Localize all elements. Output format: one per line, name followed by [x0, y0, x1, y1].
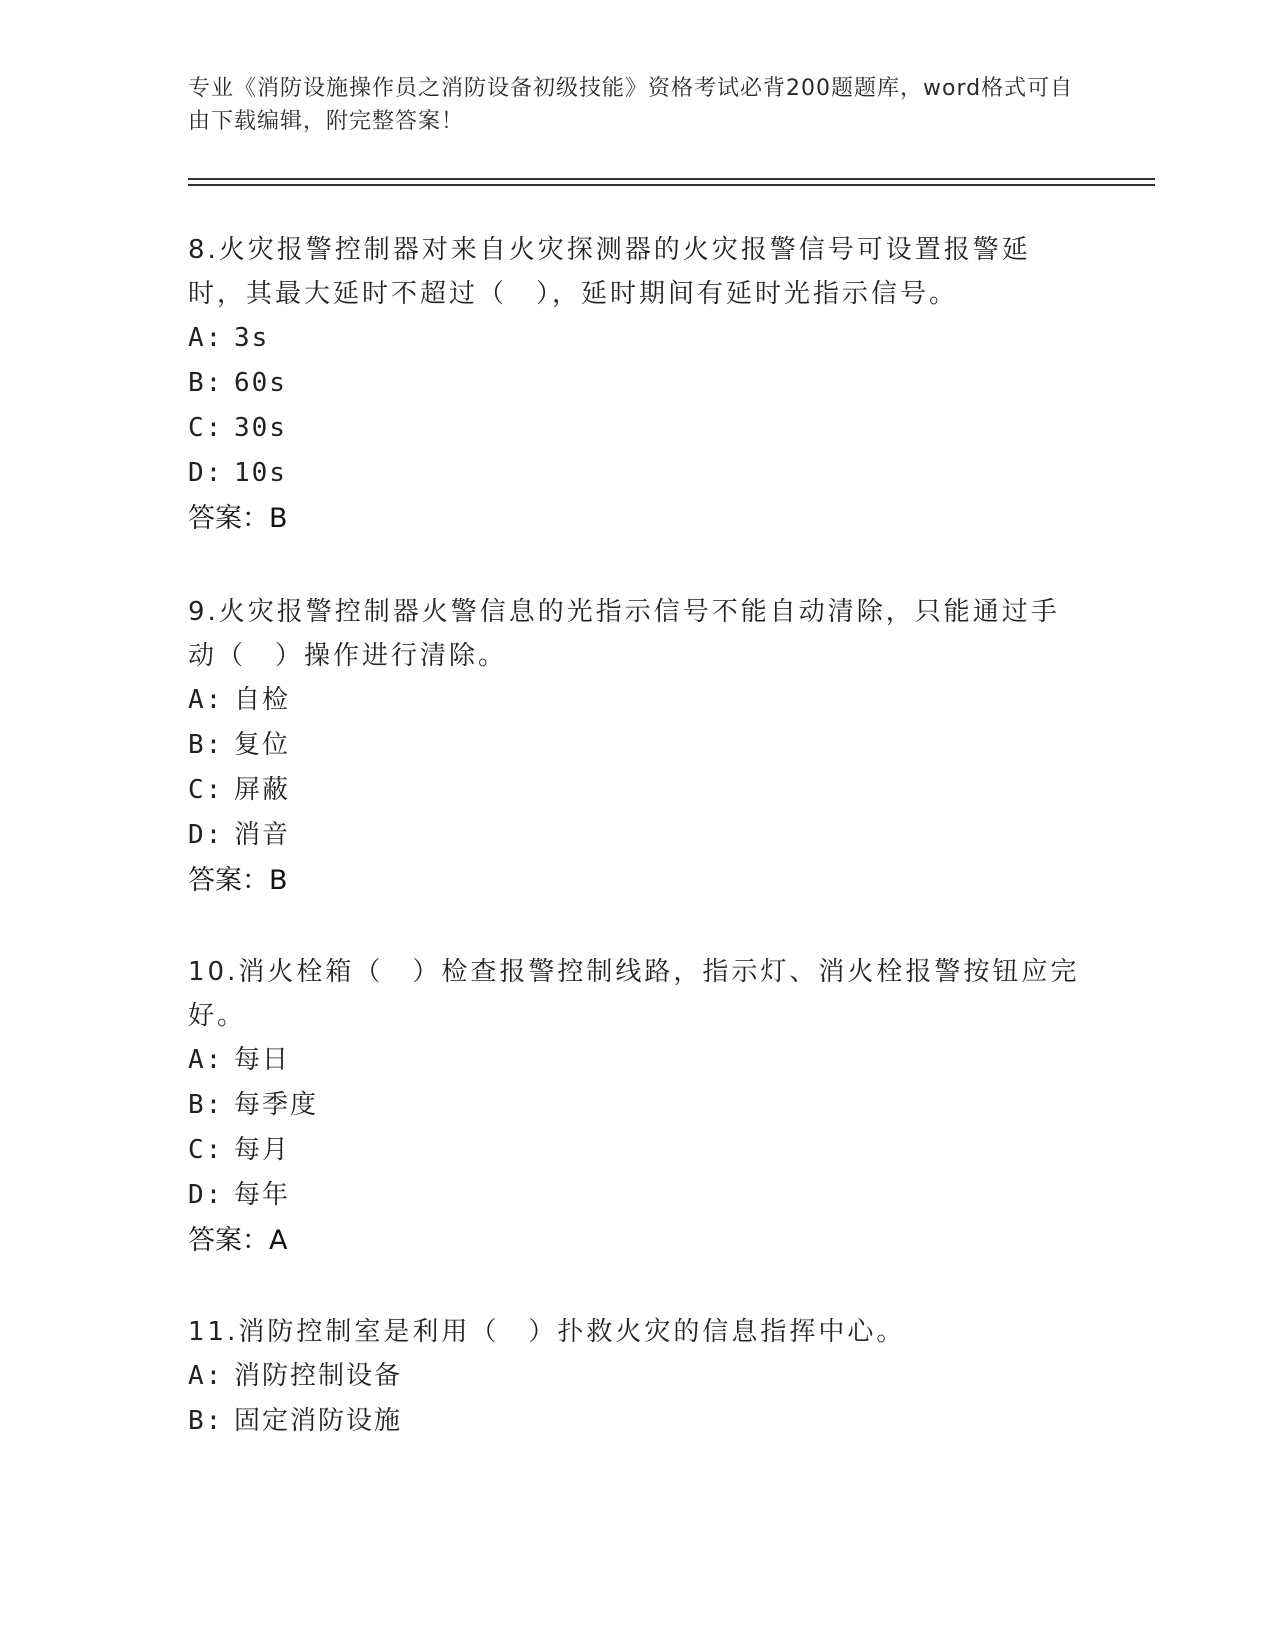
option-letter: B:	[188, 1406, 224, 1436]
option-text: 消音	[234, 820, 291, 850]
option-letter: D:	[188, 458, 224, 488]
option-text: 每年	[234, 1180, 291, 1210]
option-letter: A:	[188, 1361, 224, 1391]
answer-label: 答案：B	[188, 503, 288, 534]
question-stem: 9.火灾报警控制器火警信息的光指示信号不能自动清除，只能通过手动（ ）操作进行清除。	[188, 597, 1060, 671]
option-letter: B:	[188, 368, 224, 398]
option-text: 自检	[234, 685, 291, 715]
option-a	[188, 678, 1088, 723]
option-b	[188, 1399, 1088, 1444]
option-text: 复位	[234, 730, 291, 760]
option-text: 每季度	[234, 1090, 319, 1120]
document-header: 专业《消防设施操作员之消防设备初级技能》资格考试必背200题题库，word格式可自由下载编辑，附完整答案！	[188, 76, 1074, 134]
option-text: 3s	[234, 323, 270, 353]
answer-label: 答案：B	[188, 865, 288, 896]
option-a	[188, 316, 1088, 361]
option-letter: A:	[188, 1045, 224, 1075]
option-letter: D:	[188, 820, 224, 850]
question-stem: 10.消火栓箱（ ）检查报警控制线路，指示灯、消火栓报警按钮应完好。	[188, 957, 1080, 1031]
option-text: 固定消防设施	[234, 1406, 403, 1436]
option-text: 60s	[234, 368, 287, 398]
option-text: 消防控制设备	[234, 1361, 403, 1391]
option-letter: C:	[188, 413, 224, 443]
option-text: 每月	[234, 1135, 291, 1165]
option-a	[188, 1038, 1088, 1083]
option-letter: C:	[188, 1135, 224, 1165]
option-d	[188, 1173, 1088, 1218]
option-d	[188, 451, 1088, 496]
option-c	[188, 406, 1088, 451]
question-11	[188, 1310, 1088, 1444]
option-text: 屏蔽	[234, 775, 291, 805]
option-letter: A:	[188, 323, 224, 353]
option-b	[188, 1083, 1088, 1128]
option-letter: B:	[188, 730, 224, 760]
option-text: 每日	[234, 1045, 291, 1075]
answer-label: 答案：A	[188, 1225, 288, 1256]
option-c	[188, 768, 1088, 813]
question-stem: 11.消防控制室是利用（ ）扑救火灾的信息指挥中心。	[188, 1317, 906, 1347]
option-text: 10s	[234, 458, 287, 488]
option-c	[188, 1128, 1088, 1173]
header-divider-bottom	[188, 184, 1155, 186]
header-divider-top	[188, 178, 1155, 180]
option-letter: B:	[188, 1090, 224, 1120]
option-letter: A:	[188, 685, 224, 715]
question-stem: 8.火灾报警控制器对来自火灾探测器的火灾报警信号可设置报警延时，其最大延时不超过（ ），延时期间有延时光指示信号。	[188, 235, 1031, 309]
option-text: 30s	[234, 413, 287, 443]
question-9	[188, 590, 1088, 904]
option-a	[188, 1354, 1088, 1399]
option-b	[188, 723, 1088, 768]
option-letter: C:	[188, 775, 224, 805]
question-10	[188, 950, 1088, 1264]
option-d	[188, 813, 1088, 858]
question-8	[188, 228, 1088, 542]
option-letter: D:	[188, 1180, 224, 1210]
option-b	[188, 361, 1088, 406]
